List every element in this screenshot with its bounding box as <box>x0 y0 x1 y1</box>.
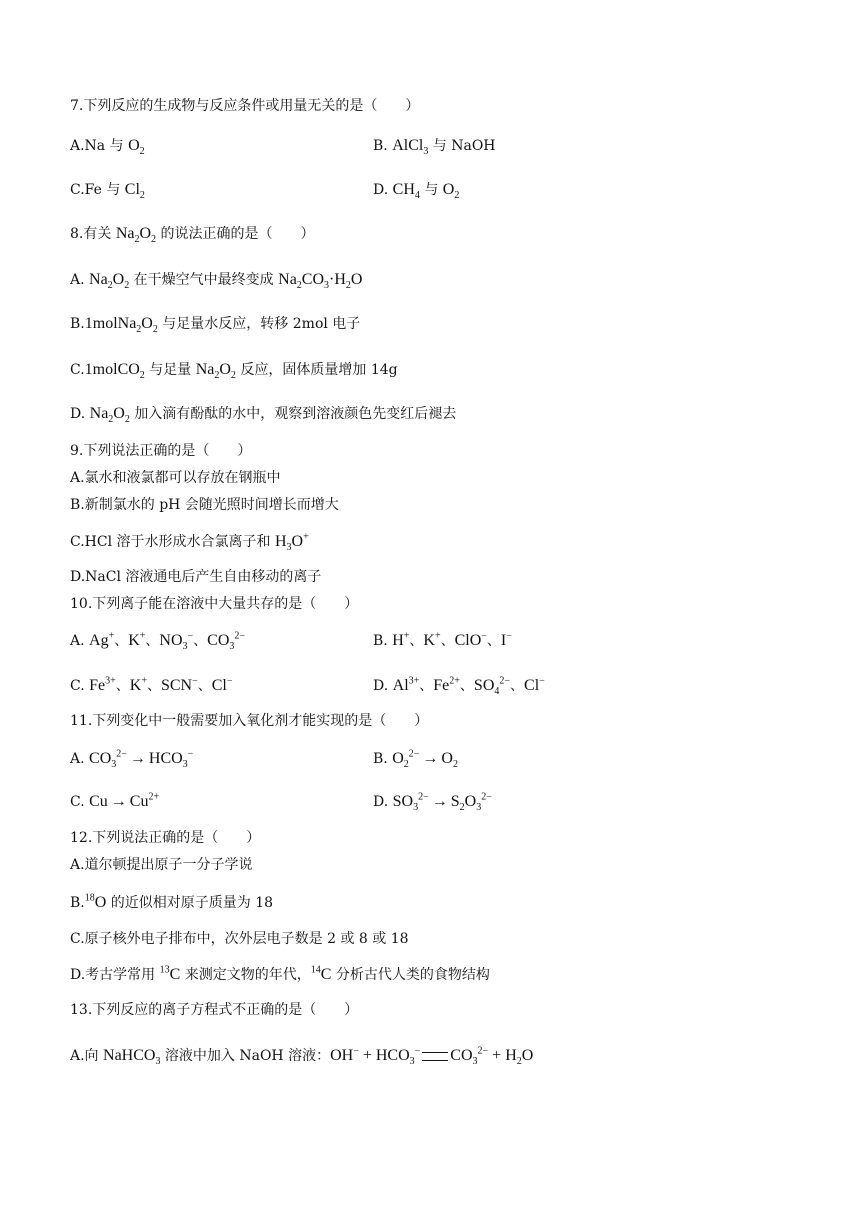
q12-option-b: B.$^{18}$O 的近似相对原子质量为 18 <box>70 892 274 911</box>
question-10-stem: 10.下列离子能在溶液中大量共存的是（ ） <box>70 596 359 612</box>
question-12-stem: 12.下列说法正确的是（ ） <box>70 830 261 846</box>
q8-option-a: A. $Na_2O_2$ 在干燥空气中最终变成 $Na_2CO_3\cdot H_2O$ <box>70 271 363 292</box>
q9-option-d: D.NaCl 溶液通电后产生自由移动的离子 <box>70 569 322 585</box>
q13-option-a: A.向 NaHCO$_3$ 溶液中加入 NaOH 溶液：$OH^- + HCO_3^-$ $CO_3^{2-} + H_2O$ <box>70 1045 534 1068</box>
q12-option-d: D.考古学常用 $^{13}$C 来测定文物的年代，$^{14}$C 分析古代人类的食物结构 <box>70 964 490 983</box>
q10-option-a: A. Ag+、K+、$NO_3^-$、$CO_3^{2-}$ <box>70 630 246 653</box>
q10-option-c: C. $Fe^{3+}$、K+、SCN−、Cl− <box>70 675 233 694</box>
equals-sign-icon <box>422 1052 448 1061</box>
q7-option-c: C.Fe 与 $Cl_2$ <box>70 181 145 202</box>
q7-option-b: B. AlCl$_3$ 与 NaOH <box>373 137 496 158</box>
q7-option-a: A.Na 与 $O_2$ <box>70 137 145 158</box>
q7-option-d: D. $CH_4$ 与 $O_2$ <box>373 181 460 202</box>
q12-option-a: A.道尔顿提出原子一分子学说 <box>70 857 253 873</box>
question-13-stem: 13.下列反应的离子方程式不正确的是（ ） <box>70 1002 359 1018</box>
q12-option-c: C.原子核外电子排布中，次外层电子数是 2 或 8 或 18 <box>70 931 409 947</box>
q8-option-b: $B.1molNa_2O_2$ 与足量水反应，转移 2mol 电子 <box>70 315 361 336</box>
q9-option-c: C.HCl 溶于水形成水合氯离子和 $H_3O^+$ <box>70 531 309 554</box>
q10-option-d: D. $Al^{3+}$、$Fe^{2+}$、$SO_4^{2-}$、Cl− <box>373 675 545 698</box>
question-11-stem: 11.下列变化中一般需要加入氧化剂才能实现的是（ ） <box>70 713 429 729</box>
q11-option-b: B. $O_2^{2-} \to O_2$ <box>373 748 458 771</box>
q11-option-c: C. $Cu \to Cu^{2+}$ <box>70 791 160 810</box>
q8-option-d: D. $Na_2O_2$ 加入滴有酚酞的水中，观察到溶液颜色先变红后褪去 <box>70 405 457 426</box>
q9-option-a: A.氯水和液氯都可以存放在钢瓶中 <box>70 470 281 486</box>
question-8-stem: 8.有关 $Na_2O_2$ 的说法正确的是（ ） <box>70 225 315 246</box>
q9-option-b: B.新制氯水的 pH 会随光照时间增长而增大 <box>70 497 339 513</box>
question-7-stem: 7.下列反应的生成物与反应条件或用量无关的是（ ） <box>70 98 420 114</box>
q8-option-c: C.1molCO$_2$ 与足量 $Na_2O_2$ 反应，固体质量增加 14g <box>70 361 398 382</box>
q10-option-b: B. H+、K+、ClO−、I− <box>373 630 512 649</box>
question-9-stem: 9.下列说法正确的是（ ） <box>70 443 252 459</box>
q11-option-d: D. $SO_3^{2-} \to S_2O_3^{2-}$ <box>373 791 492 814</box>
q11-option-a: A. $CO_3^{2-} \to HCO_3^-$ <box>70 748 194 771</box>
